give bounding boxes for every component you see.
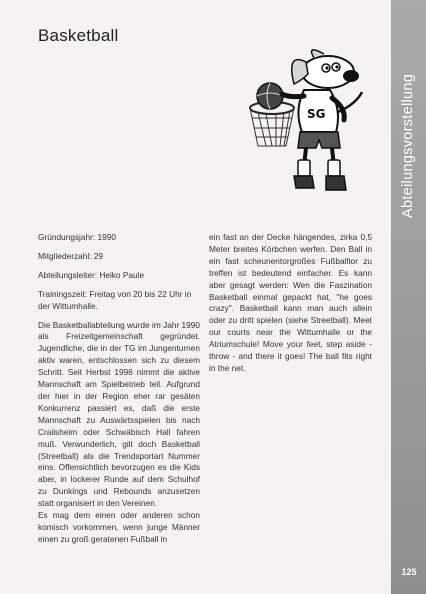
right-column (209, 232, 372, 382)
body-paragraph-continued: ein fast an der Decke hängendes, zirka 0,5 Meter breites Körbchen werfen. Den Ball in ein fast scheunentorgroßes Fußballtor zu treffen ist bedeutend einfacher. Es kann aber gesagt werden: Wen die Faszination Basketball einmal gepackt hat, "he goes crazy". Basketball kann man auch allein oder zu dritt spielen (siehe Streetball). Meet our courts near the Wittumhalle or the Atriumschule! Move your feet, step aside - throw - and there it goes! The ball fits right in the net. (209, 232, 372, 373)
member-count: Mitgliederzahl: 29 (38, 250, 104, 261)
section-sidebar-label: Abteilungsvorstellung (400, 73, 416, 218)
page-number: 125 (401, 567, 417, 577)
body-paragraph-intro: Es mag dem einen oder anderen schon komisch vorkommen, wenn junge Männer einen zu groß geratenen Fußball in (38, 510, 200, 544)
dog-basketball-mascot (236, 46, 386, 196)
page-title: Basketball (38, 26, 119, 45)
training-time: Trainingszeit: Freitag von 20 bis 22 Uhr in der Wittumhalle. (38, 288, 192, 311)
body-paragraph-history: Die Basketballabteilung wurde im Jahr 1990 als Freizeitgemeinschaft gegründet. Jugendliche, die in der TG im Jungenturnen aktiv waren, entschlossen sich zu diesem Schritt. Seit Herbst 1996 nimmt die aktive Mannschaft am Spielbetrieb teil. Aufgrund der hier in der Region eher rar gesäten Konkurrenz passiert es, daß die erste Mannschaft zu Auswärtsspielen bis nach Crailsheim oder Schwäbisch Hall fahren muß. Verwunderlich, gilt doch Basketball (Streetball) als die Trendsportart Nummer eins. Offensichtlich bevorzugen es die Kids aber, in lockerer Runde auf dem Schulhof zu Dunkings und Rebounds anzusetzen statt organisiert in den Vereinen. (38, 319, 200, 509)
left-column (38, 232, 200, 546)
founded-year: Gründungsjahr: 1990 (38, 232, 116, 242)
mascot-shirt-text: SG (307, 107, 326, 121)
department-leader: Abteilungsleiter: Heiko Paule (38, 269, 145, 280)
